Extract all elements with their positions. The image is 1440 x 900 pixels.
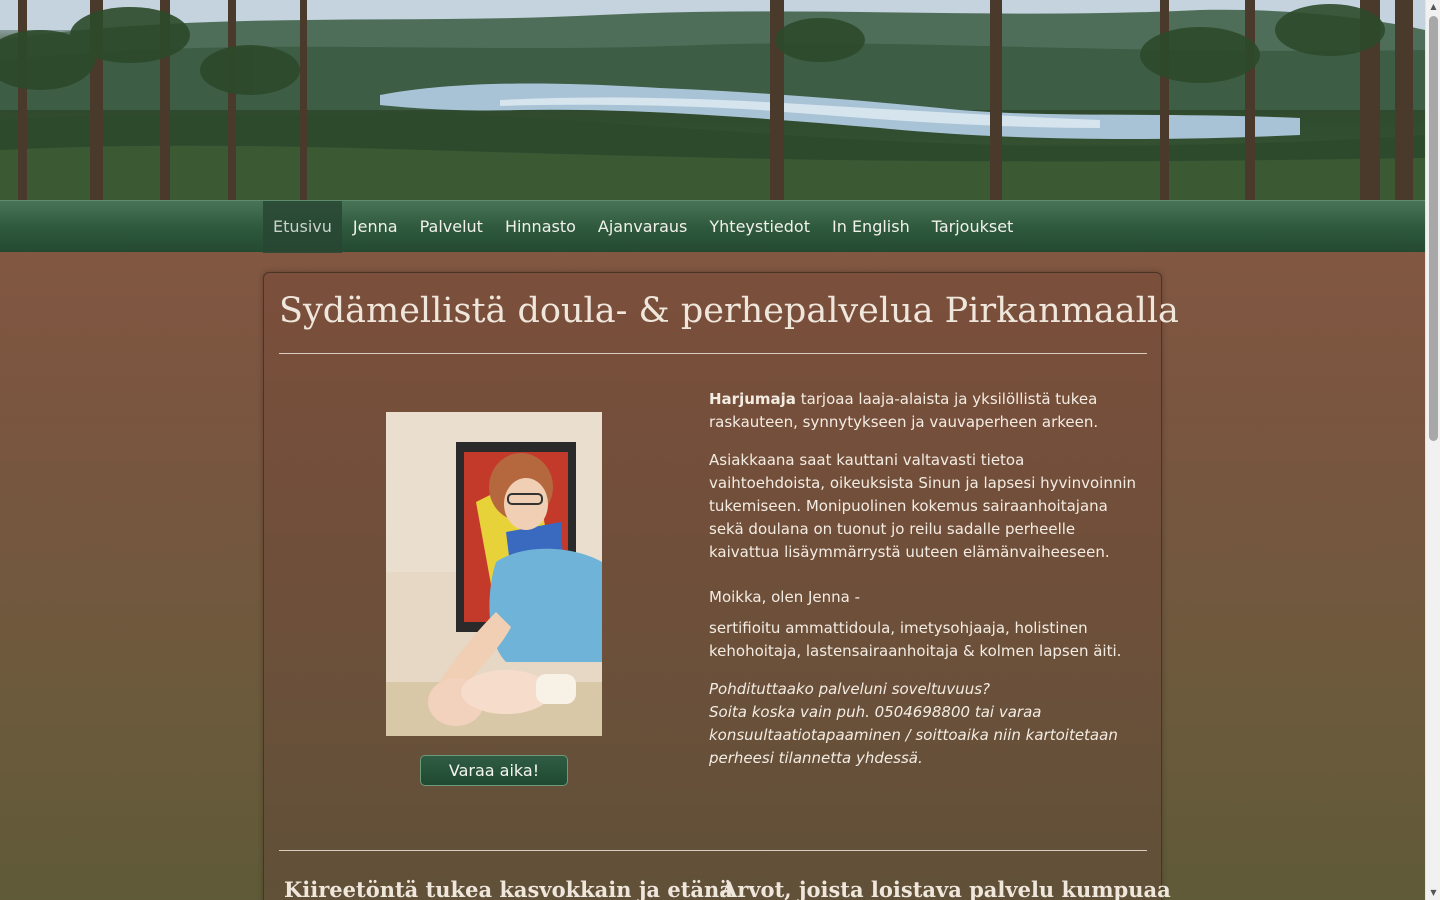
intro-text-column — [709, 388, 1141, 785]
landscape-illustration — [0, 0, 1425, 200]
brand-name: Harjumaja — [709, 390, 796, 408]
nav-item-etusivu[interactable]: Etusivu — [263, 201, 342, 253]
nav-list — [263, 201, 1024, 253]
section-divider — [279, 850, 1147, 851]
book-appointment-button[interactable]: Varaa aika! — [420, 755, 568, 786]
photo-illustration — [386, 412, 602, 736]
content-card — [263, 272, 1179, 900]
scroll-thumb[interactable] — [1429, 16, 1438, 441]
nav-item-yhteystiedot[interactable]: Yhteystiedot — [709, 217, 810, 236]
scroll-up-arrow-icon[interactable]: ▲ — [1430, 2, 1437, 11]
doula-photo — [386, 412, 602, 736]
greeting-text: Moikka, olen Jenna - — [709, 588, 861, 606]
contact-text: Soita koska vain puh. 0504698800 tai varaa konsuultaatiotapaaminen / soittoaika niin kartoitetaan perheesi tilannetta yhdessä. — [709, 703, 1118, 767]
nav-item-in-english[interactable]: In English — [832, 217, 910, 236]
scroll-down-arrow-icon[interactable]: ▼ — [1430, 888, 1437, 897]
page-scrollbar[interactable] — [1425, 0, 1440, 900]
section-heading-values: Arvot, joista loistava palvelu kumpuaa — [721, 877, 1171, 900]
page-title: Sydämellistä doula- & perhepalvelua Pirkanmaalla — [279, 291, 1179, 331]
title-divider — [279, 353, 1147, 354]
section-heading-support: Kiireetöntä tukea kasvokkain ja etänä — [284, 877, 733, 900]
credentials-text: sertifioitu ammattidoula, imetysohjaaja, holistinen kehohoitaja, lastensairaanhoitaja & kolmen lapsen äiti. — [709, 619, 1122, 660]
intro-text: tarjoaa laaja-alaista ja yksilöllistä tukea raskauteen, synnytykseen ja vauvaperheen arkeen. — [709, 390, 1099, 431]
info-paragraph: Asiakkaana saat kauttani valtavasti tietoa vaihtoehdoista, oikeuksista Sinun ja lapsesi hyvinvoinnin tukemiseen. Monipuolinen kokemus sairaanhoitajana sekä doulana on tuonut jo reilu sadalle perheelle kaivattua lisäymmärrystä uuteen elämänvaiheeseen. — [709, 451, 1137, 561]
main-navigation — [0, 200, 1425, 252]
intro-paragraph — [709, 388, 1141, 434]
nav-item-palvelut[interactable]: Palvelut — [419, 217, 483, 236]
question-text: Pohdituttaako palveluni soveltuvuus? — [709, 680, 991, 698]
nav-item-ajanvaraus[interactable]: Ajanvaraus — [597, 217, 688, 236]
nav-item-hinnasto[interactable]: Hinnasto — [504, 217, 576, 236]
nav-item-tarjoukset[interactable]: Tarjoukset — [931, 217, 1014, 236]
nav-item-jenna[interactable]: Jenna — [352, 217, 398, 236]
header-landscape-image — [0, 0, 1425, 200]
